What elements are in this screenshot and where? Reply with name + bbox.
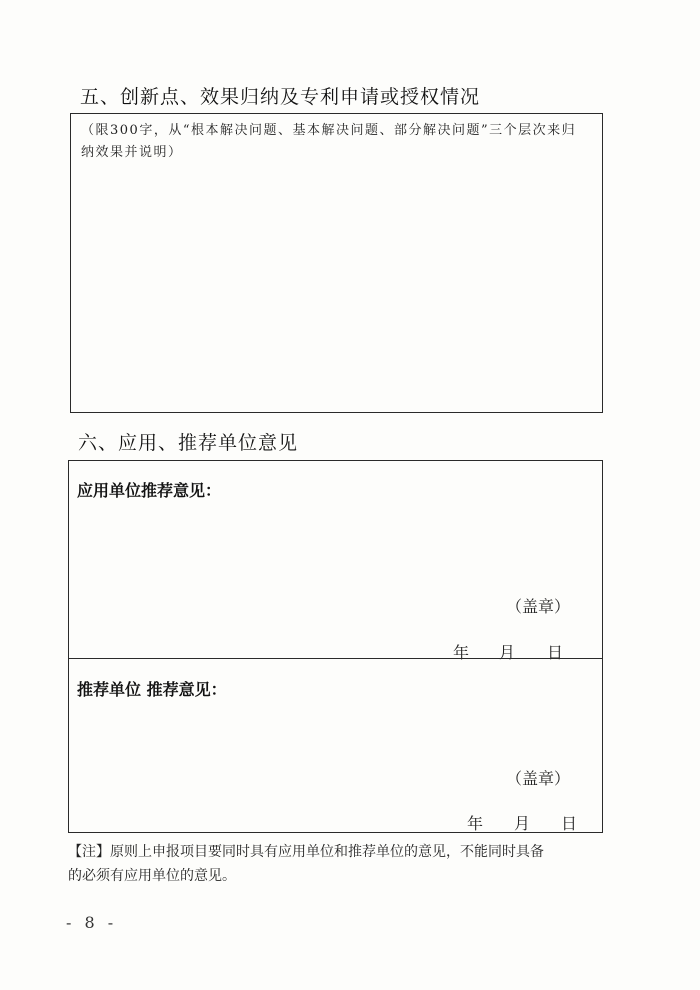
app-unit-year: 年: [453, 643, 470, 662]
rec-unit-seal: （盖章）: [506, 769, 571, 788]
section5-heading: 五、创新点、效果归纳及专利申请或授权情况: [80, 86, 481, 108]
rec-unit-day: 日: [561, 814, 578, 833]
innovation-hint-line1: （限300字，从“根本解决问题、基本解决问题、部分解决问题”三个层次来归: [81, 123, 577, 138]
rec-unit-opinion-label: 推荐单位 推荐意见：: [77, 680, 227, 699]
innovation-text-area[interactable]: [70, 113, 603, 413]
page-number: - 8 -: [66, 913, 118, 932]
app-unit-opinion-label: 应用单位推荐意见：: [77, 481, 222, 500]
footnote-line1: 【注】原则上申报项目要同时具有应用单位和推荐单位的意见，不能同时具备: [68, 844, 544, 860]
app-unit-day: 日: [547, 643, 564, 662]
app-unit-month: 月: [499, 643, 516, 662]
section6-heading: 六、应用、推荐单位意见: [78, 432, 299, 454]
rec-unit-year: 年: [467, 814, 484, 833]
table-divider: [69, 658, 602, 659]
app-unit-opinion-field[interactable]: [69, 501, 602, 651]
rec-unit-month: 月: [514, 814, 531, 833]
app-unit-seal: （盖章）: [506, 597, 571, 616]
footnote-line2: 的必须有应用单位的意见。: [68, 868, 236, 884]
opinion-table: [68, 460, 603, 833]
innovation-hint: [81, 120, 596, 164]
footnote: [68, 840, 608, 888]
innovation-hint-line2: 纳效果并说明）: [81, 145, 183, 160]
